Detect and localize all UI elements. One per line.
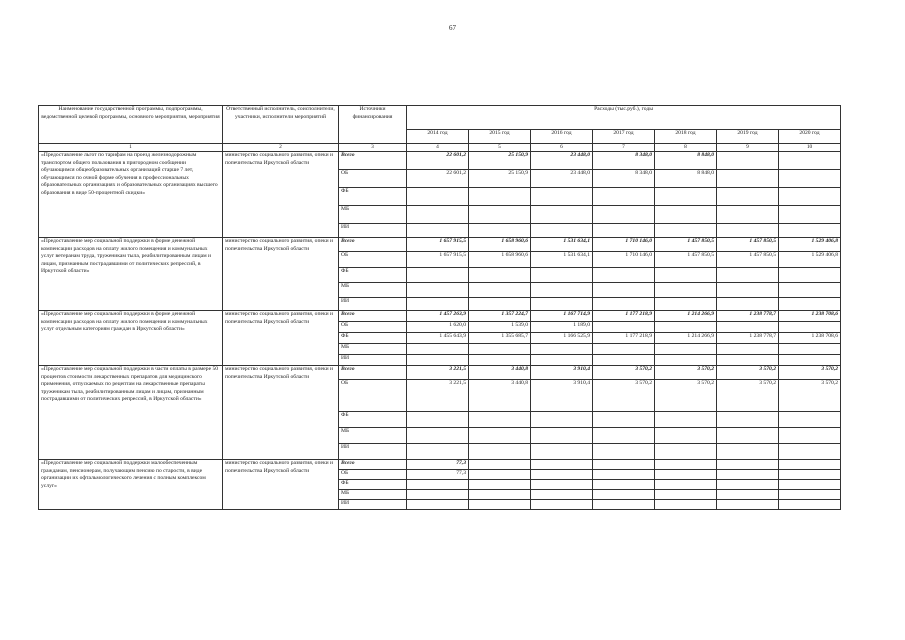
expense-value — [531, 470, 593, 480]
expense-value: 3 910,4 — [531, 366, 593, 380]
expense-value: 1 177 218,9 — [593, 311, 655, 322]
expense-value — [655, 444, 717, 460]
expense-value: 3 440,8 — [469, 380, 531, 412]
expense-value — [717, 412, 779, 428]
expense-value — [779, 500, 841, 510]
expense-value — [407, 344, 469, 355]
expense-value — [531, 206, 593, 224]
expense-value: 1 455 643,9 — [407, 333, 469, 344]
expense-value — [469, 188, 531, 206]
expense-value: 1 214 266,9 — [655, 311, 717, 322]
expense-value — [779, 460, 841, 470]
expense-value: 1 620,0 — [407, 322, 469, 333]
expense-value — [655, 322, 717, 333]
expense-value: 3 440,8 — [469, 366, 531, 380]
expense-value: 3 570,2 — [717, 380, 779, 412]
expense-value — [407, 428, 469, 444]
expense-value — [407, 412, 469, 428]
expense-value: 3 221,5 — [407, 380, 469, 412]
expense-value — [469, 470, 531, 480]
expense-value — [655, 355, 717, 366]
funding-source: МБ — [339, 206, 407, 224]
expense-value — [655, 268, 717, 283]
expense-value — [717, 470, 779, 480]
expense-value: 23 448,0 — [531, 152, 593, 170]
expense-value — [655, 298, 717, 311]
funding-source: Всего — [339, 366, 407, 380]
header-sources: Источники финансирования — [339, 106, 407, 144]
expense-value — [593, 298, 655, 311]
funding-source: ИИ — [339, 224, 407, 238]
expense-value: 1 357 224,7 — [469, 311, 531, 322]
expense-value: 25 150,9 — [469, 170, 531, 188]
expense-value: 25 150,9 — [469, 152, 531, 170]
expense-value: 22 601,2 — [407, 170, 469, 188]
expense-value: 3 570,2 — [717, 366, 779, 380]
expense-value — [779, 283, 841, 298]
expense-value — [593, 412, 655, 428]
expense-value — [593, 268, 655, 283]
expense-value — [593, 460, 655, 470]
expense-value — [779, 170, 841, 188]
header-year: 2014 год — [407, 130, 469, 144]
expense-value: 1 166 525,9 — [531, 333, 593, 344]
expense-value — [531, 428, 593, 444]
expense-value — [593, 283, 655, 298]
column-number: 5 — [469, 144, 531, 152]
expense-value: 1 657 915,5 — [407, 238, 469, 252]
expense-value — [779, 268, 841, 283]
funding-source: ОБ — [339, 380, 407, 412]
expense-value — [407, 500, 469, 510]
expense-value — [407, 188, 469, 206]
expense-value — [717, 344, 779, 355]
expense-value — [407, 206, 469, 224]
funding-source: МБ — [339, 490, 407, 500]
expense-value: 8 848,0 — [655, 152, 717, 170]
header-year: 2017 год — [593, 130, 655, 144]
expense-value — [531, 268, 593, 283]
funding-source: ИИ — [339, 355, 407, 366]
measure-name: «Предоставление мер социальной поддержки малообеспеченным гражданам, пенсионерам, получающим пенсию по старости, в виде организации их офтальмологического лечения с полным комплексом услуг» — [39, 460, 223, 510]
expense-value — [717, 490, 779, 500]
expense-value: 1 657 915,5 — [407, 252, 469, 268]
expense-value — [717, 224, 779, 238]
expense-value — [593, 428, 655, 444]
expense-value: 1 658 960,6 — [469, 238, 531, 252]
expense-value — [655, 224, 717, 238]
expense-value — [779, 470, 841, 480]
expense-value — [717, 355, 779, 366]
responsible-executor: министерство социального развития, опеки и попечительства Иркутской области — [223, 152, 339, 238]
expense-value: 22 601,2 — [407, 152, 469, 170]
expense-value — [469, 224, 531, 238]
expense-value — [469, 344, 531, 355]
expense-value: 1 167 714,9 — [531, 311, 593, 322]
expense-value — [469, 268, 531, 283]
header-year: 2019 год — [717, 130, 779, 144]
expense-value — [717, 298, 779, 311]
header-responsible: Ответственный исполнитель, соисполнители, участники, исполнители мероприятий — [223, 106, 339, 144]
expense-value — [655, 470, 717, 480]
expense-value: 1 529 406,8 — [779, 238, 841, 252]
funding-source: ИИ — [339, 500, 407, 510]
header-expenses: Расходы (тыс.руб.), годы — [407, 106, 841, 130]
expense-value: 1 539,0 — [469, 322, 531, 333]
expense-value — [779, 428, 841, 444]
funding-source: ФБ — [339, 188, 407, 206]
table-row — [39, 152, 841, 170]
expense-value — [779, 490, 841, 500]
expense-value — [469, 480, 531, 490]
expense-value: 1 355 685,7 — [469, 333, 531, 344]
column-number: 2 — [223, 144, 339, 152]
responsible-executor: министерство социального развития, опеки и попечительства Иркутской области — [223, 366, 339, 460]
expense-value: 1 710 146,0 — [593, 238, 655, 252]
funding-source: ИИ — [339, 444, 407, 460]
expense-value: 1 658 960,6 — [469, 252, 531, 268]
expense-value — [407, 298, 469, 311]
expense-value: 1 238 708,6 — [779, 333, 841, 344]
table-row — [39, 366, 841, 380]
responsible-executor: министерство социального развития, опеки и попечительства Иркутской области — [223, 460, 339, 510]
header-year: 2020 год — [779, 130, 841, 144]
expense-value — [717, 206, 779, 224]
expense-value — [717, 322, 779, 333]
expense-value — [717, 152, 779, 170]
expense-value — [655, 283, 717, 298]
expense-value: 1 457 850,5 — [655, 238, 717, 252]
column-number: 6 — [531, 144, 593, 152]
expense-value — [531, 444, 593, 460]
column-number: 7 — [593, 144, 655, 152]
funding-source: ФБ — [339, 480, 407, 490]
expense-value — [469, 298, 531, 311]
funding-source: МБ — [339, 428, 407, 444]
expense-value: 3 570,2 — [779, 366, 841, 380]
expense-value — [779, 152, 841, 170]
expense-value — [655, 188, 717, 206]
expense-value — [469, 428, 531, 444]
header-year: 2015 год — [469, 130, 531, 144]
expense-value — [779, 224, 841, 238]
header-year: 2016 год — [531, 130, 593, 144]
responsible-executor: министерство социального развития, опеки и попечительства Иркутской области — [223, 311, 339, 366]
expense-value — [593, 490, 655, 500]
funding-source: ФБ — [339, 333, 407, 344]
expense-value: 3 221,5 — [407, 366, 469, 380]
funding-source: МБ — [339, 344, 407, 355]
expense-value — [655, 480, 717, 490]
expense-value — [593, 355, 655, 366]
expense-value — [593, 224, 655, 238]
expense-value — [717, 188, 779, 206]
expense-value — [717, 460, 779, 470]
expense-value — [779, 412, 841, 428]
funding-source: Всего — [339, 238, 407, 252]
column-number: 8 — [655, 144, 717, 152]
expenses-table — [38, 105, 841, 510]
funding-source: ФБ — [339, 412, 407, 428]
expense-value — [593, 480, 655, 490]
expense-value — [469, 500, 531, 510]
expense-value: 8 848,0 — [655, 170, 717, 188]
expense-value — [593, 322, 655, 333]
header-year: 2018 год — [655, 130, 717, 144]
expense-value: 1 238 778,7 — [717, 311, 779, 322]
expense-value — [407, 268, 469, 283]
funding-source: ИИ — [339, 298, 407, 311]
table-row — [39, 311, 841, 322]
expense-value: 3 570,2 — [655, 380, 717, 412]
measure-name: «Предоставление мер социальной поддержки в части оплаты в размере 50 процентов стоимости лекарственных препаратов для медицинского применения, отпускаемых по рецептам на лекарственные препараты труженикам тыла, реабилитированным лицам и лицам, признанным пострадавшими от политических репрессий, в Иркутской области» — [39, 366, 223, 460]
column-number: 10 — [779, 144, 841, 152]
expense-value — [469, 460, 531, 470]
expense-value — [407, 355, 469, 366]
column-number: 3 — [339, 144, 407, 152]
expense-value — [531, 490, 593, 500]
expense-value — [655, 460, 717, 470]
expense-value: 1 531 634,1 — [531, 238, 593, 252]
expense-value: 1 457 263,9 — [407, 311, 469, 322]
expense-value — [407, 224, 469, 238]
expense-value: 3 570,2 — [655, 366, 717, 380]
expense-value: 1 214 266,9 — [655, 333, 717, 344]
expense-value — [655, 490, 717, 500]
expense-value — [779, 355, 841, 366]
funding-source: ОБ — [339, 322, 407, 333]
expense-value: 3 570,2 — [593, 380, 655, 412]
expense-value — [593, 470, 655, 480]
expense-value: 23 448,0 — [531, 170, 593, 188]
expense-value — [593, 188, 655, 206]
expense-value — [779, 298, 841, 311]
expense-value — [655, 412, 717, 428]
header-name: Наименование государственной программы, подпрограммы, ведомственной целевой программы, основного мероприятия, мероприятия — [39, 106, 223, 144]
funding-source: Всего — [339, 460, 407, 470]
expense-value: 1 529 406,8 — [779, 252, 841, 268]
expense-value — [407, 480, 469, 490]
expense-value — [531, 298, 593, 311]
expense-value — [655, 206, 717, 224]
page-number: 67 — [449, 24, 456, 32]
expense-value: 1 531 634,1 — [531, 252, 593, 268]
funding-source: ФБ — [339, 268, 407, 283]
expense-value — [469, 490, 531, 500]
table-row — [39, 238, 841, 252]
column-number: 9 — [717, 144, 779, 152]
expense-value — [717, 480, 779, 490]
expense-value — [655, 500, 717, 510]
expense-value — [531, 480, 593, 490]
expense-value — [779, 444, 841, 460]
funding-source: МБ — [339, 283, 407, 298]
expense-value: 1 177 218,9 — [593, 333, 655, 344]
expense-value — [407, 490, 469, 500]
expense-value — [593, 206, 655, 224]
expense-value — [469, 444, 531, 460]
expense-value: 1 457 850,5 — [655, 252, 717, 268]
expense-value — [593, 500, 655, 510]
measure-name: «Предоставление льгот по тарифам на проезд железнодорожным транспортом общего пользования в пригородном сообщении обучающимся общеобразовательных организаций старше 7 лет, обучающимся по очной форме обучения в профессиональных образовательных организациях и образовательных организациях высшего образования в виде 50-процентной скидки» — [39, 152, 223, 238]
expense-value — [531, 355, 593, 366]
expense-value — [779, 206, 841, 224]
funding-source: ОБ — [339, 252, 407, 268]
expense-value — [531, 500, 593, 510]
expense-value: 1 189,0 — [531, 322, 593, 333]
expense-value: 8 348,0 — [593, 152, 655, 170]
measure-name: «Предоставление мер социальной поддержки в форме денежной компенсации расходов на оплату жилого помещения и коммунальных услуг ветеранам труда, труженикам тыла, реабилитированным лицам и лицам, признанным пострадавшими от политических репрессий, в Иркутской области» — [39, 238, 223, 311]
expense-value — [531, 224, 593, 238]
expense-value — [531, 460, 593, 470]
expense-value — [469, 412, 531, 428]
responsible-executor: министерство социального развития, опеки и попечительства Иркутской области — [223, 238, 339, 311]
funding-source: ОБ — [339, 170, 407, 188]
expense-value — [779, 480, 841, 490]
funding-source: Всего — [339, 152, 407, 170]
expense-value — [407, 444, 469, 460]
expense-value — [531, 283, 593, 298]
expense-value — [531, 188, 593, 206]
expense-value: 1 238 708,6 — [779, 311, 841, 322]
expense-value — [655, 428, 717, 444]
expense-value — [779, 188, 841, 206]
expense-value — [779, 322, 841, 333]
table-row — [39, 460, 841, 470]
expense-value: 1 238 778,7 — [717, 333, 779, 344]
expense-value — [469, 283, 531, 298]
expense-value: 1 457 850,5 — [717, 252, 779, 268]
expense-value: 3 570,2 — [779, 380, 841, 412]
expense-value — [779, 344, 841, 355]
expense-value: 77,3 — [407, 460, 469, 470]
expense-value — [593, 344, 655, 355]
funding-source: ОБ — [339, 470, 407, 480]
expense-value: 3 570,2 — [593, 366, 655, 380]
expense-value — [717, 444, 779, 460]
expense-value: 77,3 — [407, 470, 469, 480]
column-number: 4 — [407, 144, 469, 152]
expense-value: 1 710 146,0 — [593, 252, 655, 268]
column-number: 1 — [39, 144, 223, 152]
expense-value — [717, 170, 779, 188]
expense-value — [531, 412, 593, 428]
expense-value — [593, 444, 655, 460]
expense-value — [717, 283, 779, 298]
expense-value — [469, 355, 531, 366]
funding-source: Всего — [339, 311, 407, 322]
expense-value — [469, 206, 531, 224]
expense-value: 3 910,4 — [531, 380, 593, 412]
expense-value — [717, 428, 779, 444]
expense-value — [717, 268, 779, 283]
expense-value — [717, 500, 779, 510]
expense-value: 8 348,0 — [593, 170, 655, 188]
expense-value — [407, 283, 469, 298]
expense-value: 1 457 850,5 — [717, 238, 779, 252]
expense-value — [531, 344, 593, 355]
measure-name: «Предоставление мер социальной поддержки в форме денежной компенсации расходов на оплату жилого помещения и коммунальных услуг отдельным категориям граждан в Иркутской области» — [39, 311, 223, 366]
expense-value — [655, 344, 717, 355]
